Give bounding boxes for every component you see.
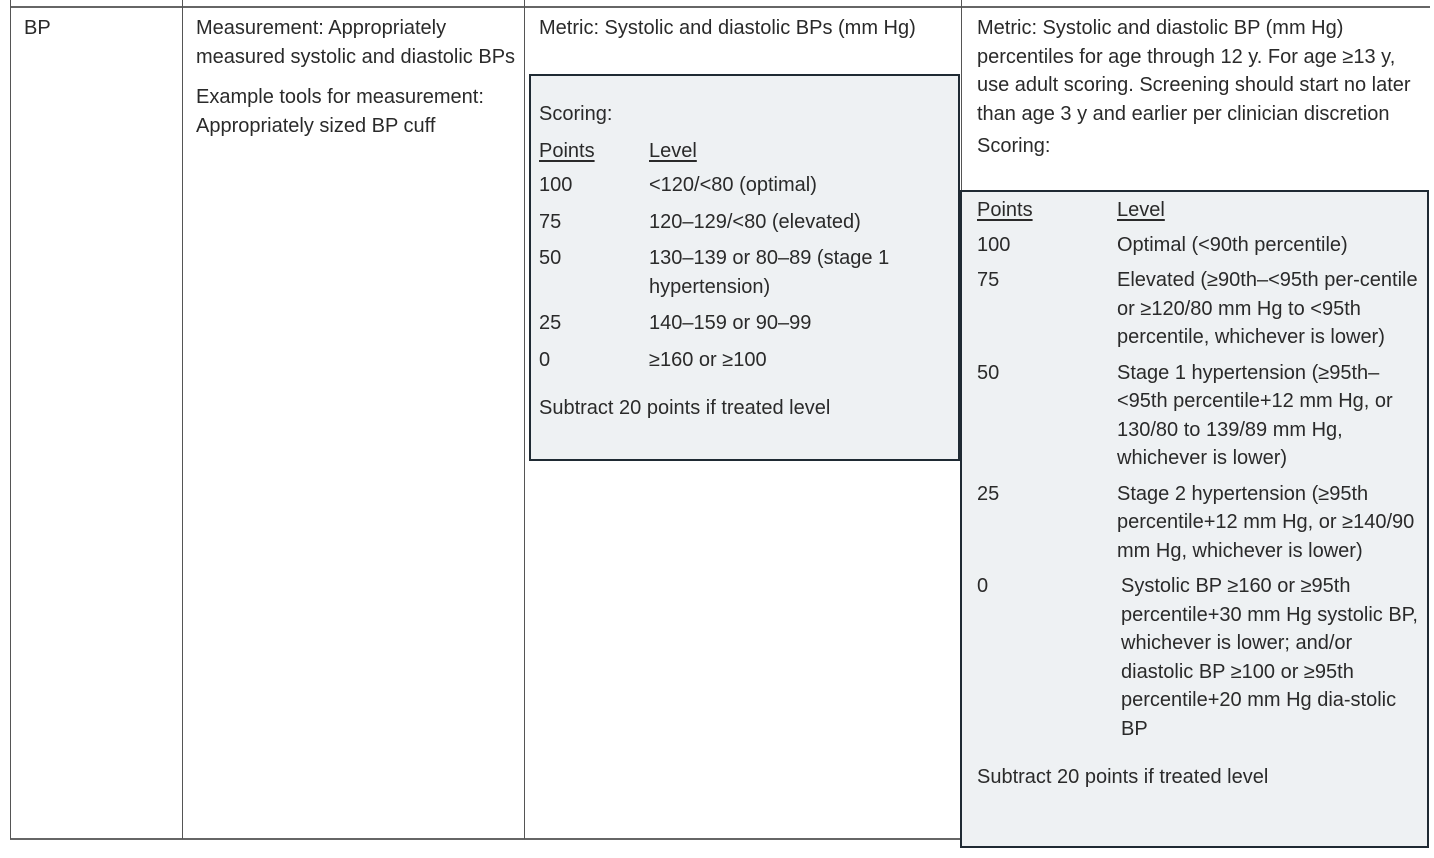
adult-points-value: 50	[539, 247, 562, 269]
pediatric-points-value: 100	[977, 233, 1011, 256]
measurement-text: Measurement: Appropriately measured systolic and diastolic BPs	[196, 17, 516, 68]
row-label-text: BP	[24, 17, 51, 39]
adult-scoring-note: Subtract 20 points if treated level	[539, 397, 831, 419]
pediatric-level-header: Level	[1117, 199, 1165, 221]
adult-scoring-row	[539, 244, 949, 301]
row-label	[24, 14, 51, 43]
adult-points-value: 75	[539, 210, 562, 233]
pediatric-points-value: 75	[977, 269, 1000, 291]
table-bottom-rule	[10, 838, 960, 840]
adult-level-value: <120/<80 (optimal)	[649, 174, 817, 196]
adult-scoring-label: Scoring:	[539, 103, 613, 125]
pediatric-level-value: Stage 2 hypertension (≥95th percentile+12 mm Hg, or ≥140/90 mm Hg, whichever is lower)	[1117, 482, 1415, 562]
adult-scoring-row	[539, 309, 949, 338]
column-divider-3	[524, 0, 525, 839]
adult-scoring-row	[539, 171, 949, 200]
adult-points-header: Points	[539, 139, 595, 162]
pediatric-level-value: Optimal (<90th percentile)	[1117, 233, 1348, 256]
pediatric-scoring-header	[977, 196, 1422, 225]
pediatric-level-value: Stage 1 hypertension (≥95th–<95th percentile+12 mm Hg, or 130/80 to 139/89 mm Hg, whichever is lower)	[1117, 361, 1393, 469]
adult-points-value: 25	[539, 312, 562, 334]
pediatric-scoring-box	[960, 190, 1429, 848]
adult-scoring-row	[539, 208, 949, 237]
adult-scoring-header	[539, 137, 949, 166]
pediatric-level-value: Systolic BP ≥160 or ≥95th percentile+30 mm Hg systolic BP, whichever is lower; and/or diastolic BP ≥100 or ≥95th percentile+20 mm Hg dia-stolic BP	[1121, 575, 1418, 740]
pediatric-metric-cell	[977, 14, 1417, 161]
pediatric-scoring-row	[977, 359, 1422, 473]
adult-level-value: 130–139 or 80–89 (stage 1 hypertension)	[649, 247, 890, 298]
pediatric-points-value: 0	[977, 575, 989, 597]
pediatric-scoring-row	[977, 480, 1422, 566]
adult-scoring-box	[529, 74, 960, 461]
adult-scoring-row	[539, 346, 949, 375]
pediatric-scoring-note: Subtract 20 points if treated level	[977, 766, 1269, 788]
column-divider-4	[961, 0, 962, 200]
adult-level-value: 120–129/<80 (elevated)	[649, 210, 861, 233]
adult-level-header: Level	[649, 139, 697, 162]
adult-level-value: ≥160 or ≥100	[649, 348, 767, 371]
adult-level-value: 140–159 or 90–99	[649, 312, 812, 334]
pediatric-points-value: 25	[977, 482, 1000, 505]
table-top-rule	[10, 6, 1430, 8]
pediatric-scoring-row	[977, 231, 1422, 260]
measurement-tools: Example tools for measurement: Appropriately sized BP cuff	[196, 86, 484, 137]
column-divider-2	[182, 0, 183, 839]
adult-metric-text: Metric: Systolic and diastolic BPs (mm Hg)	[539, 17, 916, 39]
measurement-cell	[196, 14, 518, 140]
column-divider-1	[10, 0, 11, 839]
pediatric-points-header: Points	[977, 199, 1033, 221]
pediatric-scoring-row	[977, 266, 1422, 352]
adult-points-value: 0	[539, 348, 551, 371]
pediatric-scoring-label: Scoring:	[977, 135, 1051, 157]
pediatric-points-value: 50	[977, 361, 1000, 384]
adult-metric-cell	[539, 14, 939, 43]
pediatric-scoring-row	[977, 572, 1422, 743]
pediatric-level-value: Elevated (≥90th–<95th per-centile or ≥120/80 mm Hg to <95th percentile, whichever is lower)	[1117, 269, 1418, 348]
pediatric-metric-text: Metric: Systolic and diastolic BP (mm Hg) percentiles for age through 12 y. For age ≥13 y, use adult scoring. Screening should start no later than age 3 y and earlier per clinician discretion	[977, 17, 1411, 125]
adult-points-value: 100	[539, 174, 573, 196]
